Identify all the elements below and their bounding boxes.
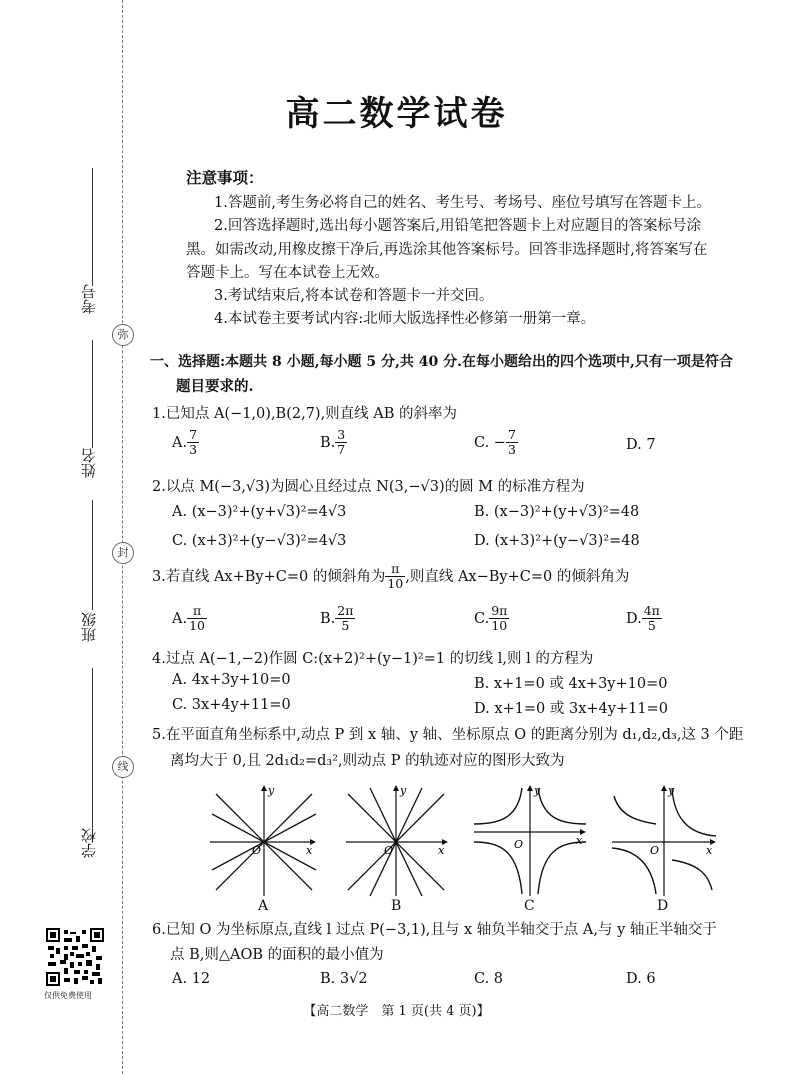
graph-c[interactable] xyxy=(470,780,590,898)
q3-c-den: 10 xyxy=(491,618,508,634)
q3-c-num: 9π xyxy=(491,603,508,618)
q3-d-den: 5 xyxy=(647,618,656,634)
q6-option-a[interactable]: A. 12 xyxy=(172,971,211,987)
q4-option-b[interactable]: B. x+1=0 或 4x+3y+10=0 xyxy=(474,676,668,692)
graph-c-curve-q4 xyxy=(538,842,586,894)
page-title: 高二数学试卷 xyxy=(285,94,508,134)
name-label: 姓名 xyxy=(80,448,98,478)
graph-a-origin-label: O xyxy=(252,844,262,857)
graph-b-x-label: x xyxy=(438,844,445,857)
graph-d-origin-label: O xyxy=(650,844,660,857)
q1-option-d[interactable]: D. 7 xyxy=(626,437,656,453)
q3-a-letter: A. xyxy=(172,610,188,627)
graph-b[interactable] xyxy=(342,780,452,898)
q1-b-num: 3 xyxy=(337,427,346,442)
graph-b-y-label: y xyxy=(400,784,407,797)
graph-d-curve-q1 xyxy=(672,788,716,836)
seal-xian: 线 xyxy=(112,756,134,778)
q2-stem: 2.以点 M(−3,√3)为圆心且经过点 N(3,−√3)的圆 M 的标准方程为 xyxy=(152,479,585,495)
q2-option-d[interactable]: D. (x+3)²+(y−√3)²=48 xyxy=(474,533,640,549)
graph-c-y-arrow-icon xyxy=(527,785,533,791)
q6-option-b[interactable]: B. 3√2 xyxy=(320,971,368,987)
q3-stem-b: ,则直线 Ax−By+C=0 的倾斜角为 xyxy=(405,568,630,585)
seal-feng: 封 xyxy=(112,542,134,564)
q3-a-frac xyxy=(187,604,207,634)
q5-line2: 离均大于 0,且 2d₁d₂=d₃²,则动点 P 的轨迹对应的图形大致为 xyxy=(170,753,565,769)
graph-d-x-label: x xyxy=(706,844,713,857)
q3-option-a[interactable] xyxy=(172,604,207,634)
q6-option-d[interactable]: D. 6 xyxy=(626,971,656,987)
page-footer: 【高二数学 第 1 页(共 4 页)】 xyxy=(303,1004,490,1019)
q2-option-b[interactable]: B. (x−3)²+(y+√3)²=48 xyxy=(474,504,640,520)
q1-b-den: 7 xyxy=(337,442,346,458)
q6-line2: 点 B,则△AOB 的面积的最小值为 xyxy=(170,947,384,963)
q1-c-den: 3 xyxy=(507,442,516,458)
graph-c-origin-label: O xyxy=(514,838,524,851)
q3-c-letter: C. xyxy=(474,610,490,627)
graph-d-y-arrow-icon xyxy=(661,785,667,791)
q3-b-letter: B. xyxy=(320,610,336,627)
note-2b: 黑。如需改动,用橡皮擦干净后,再选涂其他答案标号。回答非选择题时,将答案写在 xyxy=(186,242,708,258)
q3-d-frac xyxy=(642,604,662,634)
note-1: 1.答题前,考生务必将自己的姓名、考生号、考场号、座位号填写在答题卡上。 xyxy=(214,195,711,211)
q3-stem-a: 3.若直线 Ax+By+C=0 的倾斜角为 xyxy=(152,568,386,585)
q3-option-c[interactable] xyxy=(474,604,509,634)
q1-option-b[interactable] xyxy=(320,428,347,458)
q1-a-letter: A. xyxy=(172,434,188,451)
q1-c-frac xyxy=(506,428,518,458)
graph-a-y-arrow-icon xyxy=(261,785,267,791)
graph-b-label: B xyxy=(391,898,402,914)
graph-c-label: C xyxy=(524,898,535,914)
note-3: 3.考试结束后,将本试卷和答题卡一并交回。 xyxy=(214,288,494,304)
q1-option-a[interactable] xyxy=(172,428,199,458)
graph-d-curve-q4 xyxy=(672,860,712,890)
graph-b-origin-label: O xyxy=(384,844,394,857)
q3-b-den: 5 xyxy=(341,618,350,634)
q4-option-c[interactable]: C. 3x+4y+11=0 xyxy=(172,697,291,713)
q3-stem-frac xyxy=(385,562,405,592)
graph-c-x-label: x xyxy=(576,834,583,847)
q3-d-num: 4π xyxy=(643,603,660,618)
q3-stem-den: 10 xyxy=(387,576,404,592)
graph-c-curve-q2 xyxy=(474,788,522,824)
q3-stem xyxy=(152,562,629,592)
q1-a-frac xyxy=(187,428,199,458)
q1-a-num: 7 xyxy=(189,427,198,442)
notes-heading: 注意事项： xyxy=(186,168,264,187)
q3-stem-num: π xyxy=(385,562,405,577)
binding-line xyxy=(122,0,123,1074)
q5-line1: 5.在平面直角坐标系中,动点 P 到 x 轴、y 轴、坐标原点 O 的距离分别为 d₁,d₂,d₃,这 3 个距 xyxy=(152,727,744,743)
class-label: 班级 xyxy=(80,612,98,642)
graph-c-y-label: y xyxy=(534,784,541,797)
seal-mi: 弥 xyxy=(112,324,134,346)
q4-option-a[interactable]: A. 4x+3y+10=0 xyxy=(172,672,291,688)
graph-b-y-arrow-icon xyxy=(393,785,399,791)
q1-a-den: 3 xyxy=(189,442,198,458)
q3-c-frac xyxy=(489,604,509,634)
graph-a-label: A xyxy=(258,898,269,914)
q1-option-c[interactable] xyxy=(474,428,518,458)
q1-b-frac xyxy=(335,428,347,458)
q4-option-d[interactable]: D. x+1=0 或 3x+4y+11=0 xyxy=(474,701,668,717)
graph-a-y-label: y xyxy=(268,784,275,797)
q2-option-c[interactable]: C. (x+3)²+(y−√3)²=4√3 xyxy=(172,533,347,549)
note-2c: 答题卡上。写在本试卷上无效。 xyxy=(186,265,389,281)
graph-c-curve-q1 xyxy=(538,788,586,824)
q1-b-letter: B. xyxy=(320,434,336,451)
note-4: 4.本试卷主要考试内容:北师大版选择性必修第一册第一章。 xyxy=(214,311,596,327)
note-2a: 2.回答选择题时,选出每小题答案后,用铅笔把答题卡上对应题目的答案标号涂 xyxy=(214,218,702,234)
school-line xyxy=(92,668,93,828)
q3-option-d[interactable] xyxy=(626,604,662,634)
school-label: 学校 xyxy=(80,828,98,858)
exam-no-label: 考号 xyxy=(80,284,98,314)
q3-d-letter: D. xyxy=(626,610,642,627)
class-line xyxy=(92,500,93,610)
qr-caption: 仅供免费使用 xyxy=(44,991,92,1000)
section-heading-line1: 一、选择题:本题共 8 小题,每小题 5 分,共 40 分.在每小题给出的四个选项中,只有一项是符合 xyxy=(150,354,733,370)
graph-a-x-label: x xyxy=(306,844,313,857)
q3-b-num: 2π xyxy=(337,603,354,618)
q1-c-letter: C. − xyxy=(474,434,506,451)
section-heading-line2: 题目要求的. xyxy=(176,378,254,395)
q1-c-num: 7 xyxy=(507,427,516,442)
exam-no-line xyxy=(92,168,93,286)
qr-code-icon xyxy=(46,928,104,986)
q3-a-num: π xyxy=(187,604,207,619)
graph-a[interactable] xyxy=(206,780,322,898)
graph-d-label: D xyxy=(657,898,669,914)
q4-stem: 4.过点 A(−1,−2)作圆 C:(x+2)²+(y−1)²=1 的切线 l,则 l 的方程为 xyxy=(152,651,594,667)
q2-option-a[interactable]: A. (x−3)²+(y+√3)²=4√3 xyxy=(172,504,347,520)
graph-d[interactable] xyxy=(608,780,720,898)
q1-stem: 1.已知点 A(−1,0),B(2,7),则直线 AB 的斜率为 xyxy=(152,406,458,422)
q3-option-b[interactable] xyxy=(320,604,355,634)
graph-d-curve-q2 xyxy=(614,796,656,824)
graph-d-y-label: y xyxy=(668,784,675,797)
name-line xyxy=(92,340,93,448)
q3-a-den: 10 xyxy=(189,618,205,634)
q3-b-frac xyxy=(335,604,355,634)
q6-line1: 6.已知 O 为坐标原点,直线 l 过点 P(−3,1),且与 x 轴负半轴交于点 A,与 y 轴正半轴交于 xyxy=(152,922,717,938)
q6-option-c[interactable]: C. 8 xyxy=(474,971,504,987)
